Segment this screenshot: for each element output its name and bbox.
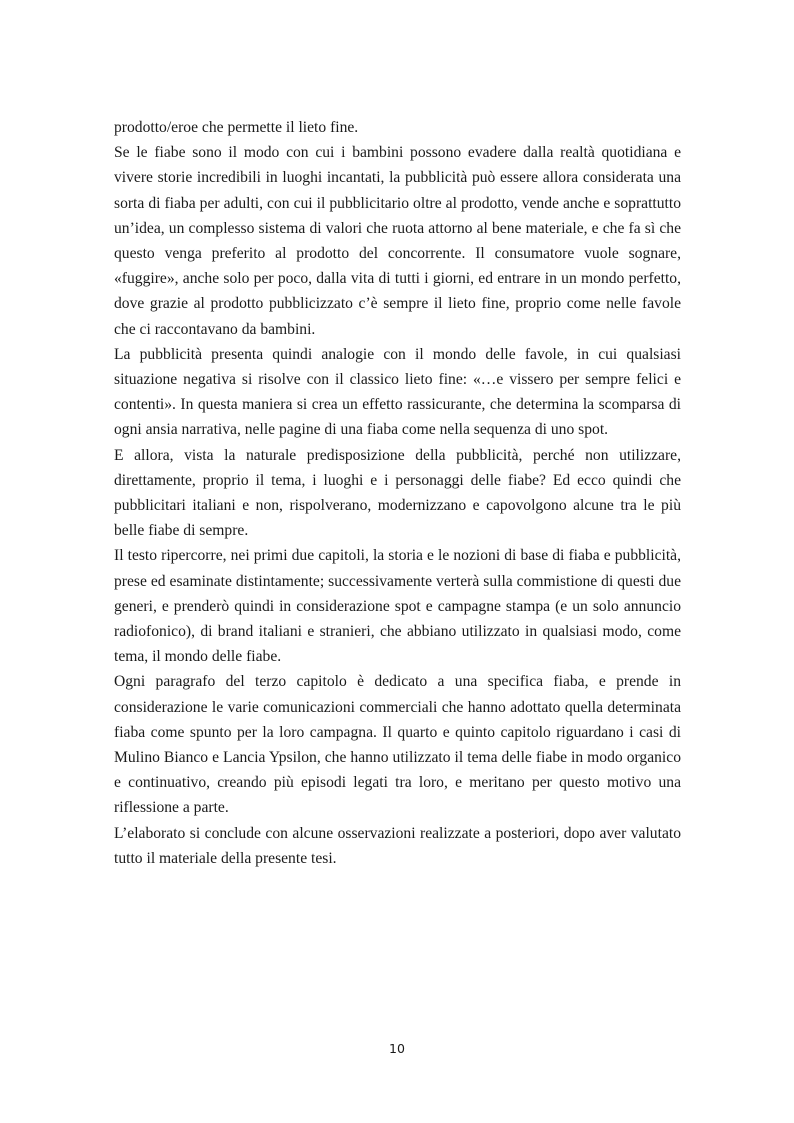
paragraph-terzo-capitolo: Ogni paragrafo del terzo capitolo è dedicato a una specifica fiaba, e prende in considerazione le varie comunicazioni commerciali che hanno adottato quella determinata fiaba come spunto per la loro campagna. Il quarto e quinto capitolo riguardano i casi di Mulino Bianco e Lancia Ypsilon, che hanno utilizzato il tema delle fiabe in modo organico e continuativo, creando più episodi legati tra loro, e meritano per questo motivo una riflessione a parte. (114, 673, 681, 817)
paragraph-continuation: prodotto/eroe che permette il lieto fine. (114, 119, 359, 136)
paragraph-struttura-capitoli: Il testo ripercorre, nei primi due capitoli, la storia e le nozioni di base di fiaba e pubblicità, prese ed esaminate distintamente; successivamente verterà sulla commistione di questi due generi, e prenderò quindi in considerazione spot e campagne stampa (e un solo annuncio radiofonico), di brand italiani e stranieri, che abbiano utilizzato in qualsiasi modo, come tema, il mondo delle fiabe. (114, 547, 681, 666)
paragraph-predisposizione: E allora, vista la naturale predisposizione della pubblicità, perché non utilizzare, direttamente, proprio il tema, i luoghi e i personaggi delle fiabe? Ed ecco quindi che pubblicitari italiani e non, rispolverano, modernizzano e capovolgono alcune tra le più belle fiabe di sempre. (114, 446, 681, 540)
paragraph-conclusione: L’elaborato si conclude con alcune osservazioni realizzate a posteriori, dopo aver valutato tutto il materiale della presente tesi. (114, 824, 681, 867)
page-number: 10 (389, 1041, 405, 1056)
paragraph-analogie-favole: La pubblicità presenta quindi analogie con il mondo delle favole, in cui qualsiasi situazione negativa si risolve con il classico lieto fine: «…e vissero per sempre felici e contenti». In questa maniera si crea un effetto rassicurante, che determina la scomparsa di ogni ansia narrativa, nelle pagine di una fiaba come nella sequenza di uno spot. (114, 345, 681, 439)
paragraph-fiabe-per-adulti: Se le fiabe sono il modo con cui i bambini possono evadere dalla realtà quotidiana e vivere storie incredibili in luoghi incantati, la pubblicità può essere allora considerata una sorta di fiaba per adulti, con cui il pubblicitario oltre al prodotto, vende anche e soprattutto un’idea, un complesso sistema di valori che ruota attorno al bene materiale, e che fa sì che questo venga preferito al prodotto del concorrente. Il consumatore vuole sognare, «fuggire», anche solo per poco, dalla vita di tutti i giorni, ed entrare in un mondo perfetto, dove grazie al prodotto pubblicizzato c’è sempre il lieto fine, proprio come nelle favole che ci raccontavano da bambini. (114, 144, 681, 338)
body-text (114, 115, 681, 871)
